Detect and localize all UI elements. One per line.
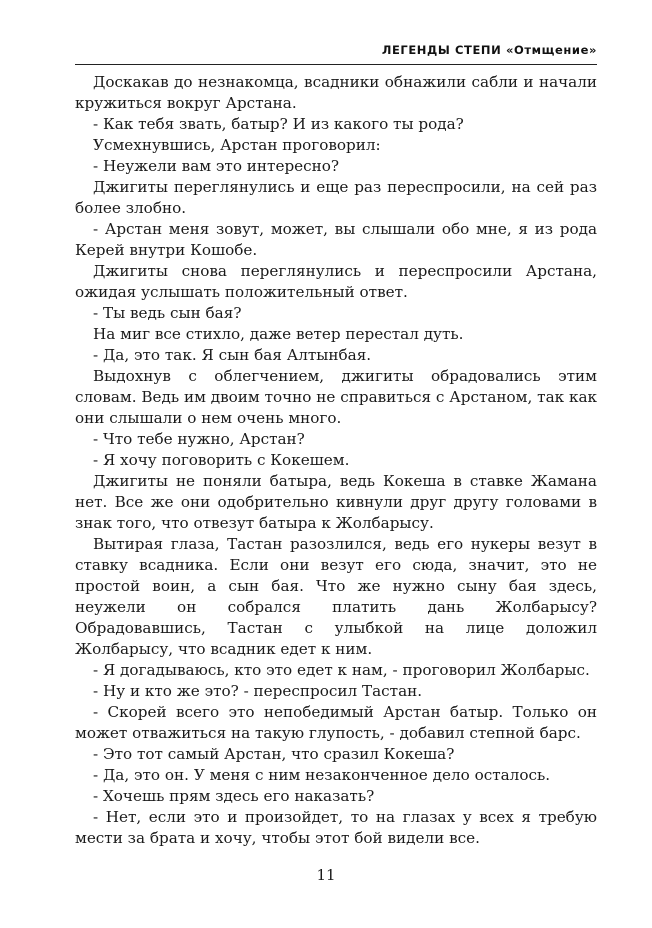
paragraph: - Как тебя звать, батыр? И из какого ты рода? (93, 115, 464, 133)
header-title: ЛЕГЕНДЫ СТЕПИ «Отмщение» (381, 43, 597, 57)
paragraph: - Я догадываюсь, кто это едет к нам, - проговорил Жолбарыс. (93, 661, 590, 679)
paragraph: Вытирая глаза, Тастан разозлился, ведь его нукеры везут в ставку всадника. Если они везут его сюда, значит, это не простой воин, а сын бая. Что же нужно сыну бая здесь, неужели он собрался платить дань Жолбарысу? Обрадовавшись, Тастан с улыбкой на лице доложил Жолбарысу, что всадник едет к ним. (75, 535, 597, 658)
paragraph: - Ну и кто же это? - переспросил Тастан. (93, 682, 423, 700)
page-number: 11 (316, 866, 336, 884)
page-body (75, 72, 597, 849)
paragraph: - Скорей всего это непобедимый Арстан батыр. Только он может отважиться на такую глупость, - добавил степной барс. (75, 703, 597, 742)
paragraph: Джигиты переглянулись и еще раз переспросили, на сей раз более злобно. (75, 178, 597, 217)
paragraph: - Неужели вам это интересно? (93, 157, 340, 175)
running-header (75, 40, 597, 65)
paragraph: Доскакав до незнакомца, всадники обнажили сабли и начали кружиться вокруг Арстана. (75, 73, 597, 112)
paragraph: Выдохнув с облегчением, джигиты обрадовались этим словам. Ведь им двоим точно не справиться с Арстаном, так как они слышали о нем очень много. (75, 367, 597, 427)
paragraph: - Нет, если это и произойдет, то на глазах у всех я требую мести за брата и хочу, чтобы этот бой видели все. (75, 808, 597, 847)
paragraph: Джигиты снова переглянулись и переспросили Арстана, ожидая услышать положительный ответ. (75, 262, 597, 301)
paragraph: - Ты ведь сын бая? (93, 304, 242, 322)
paragraph: - Да, это так. Я сын бая Алтынбая. (93, 346, 372, 364)
paragraph: - Хочешь прям здесь его наказать? (93, 787, 375, 805)
paragraph: - Я хочу поговорить с Кокешем. (93, 451, 350, 469)
paragraph: Джигиты не поняли батыра, ведь Кокеша в ставке Жамана нет. Все же они одобрительно кивнули друг другу головами в знак того, что отвезут батыра к Жолбарысу. (75, 472, 597, 532)
paragraph: - Да, это он. У меня с ним незаконченное дело осталось. (93, 766, 551, 784)
paragraph: - Это тот самый Арстан, что сразил Кокеша? (93, 745, 455, 763)
paragraph: - Арстан меня зовут, может, вы слышали обо мне, я из рода Керей внутри Кошобе. (75, 220, 597, 259)
paragraph: Усмехнувшись, Арстан проговорил: (93, 136, 381, 154)
paragraph: На миг все стихло, даже ветер перестал дуть. (93, 325, 464, 343)
paragraph: - Что тебе нужно, Арстан? (93, 430, 305, 448)
